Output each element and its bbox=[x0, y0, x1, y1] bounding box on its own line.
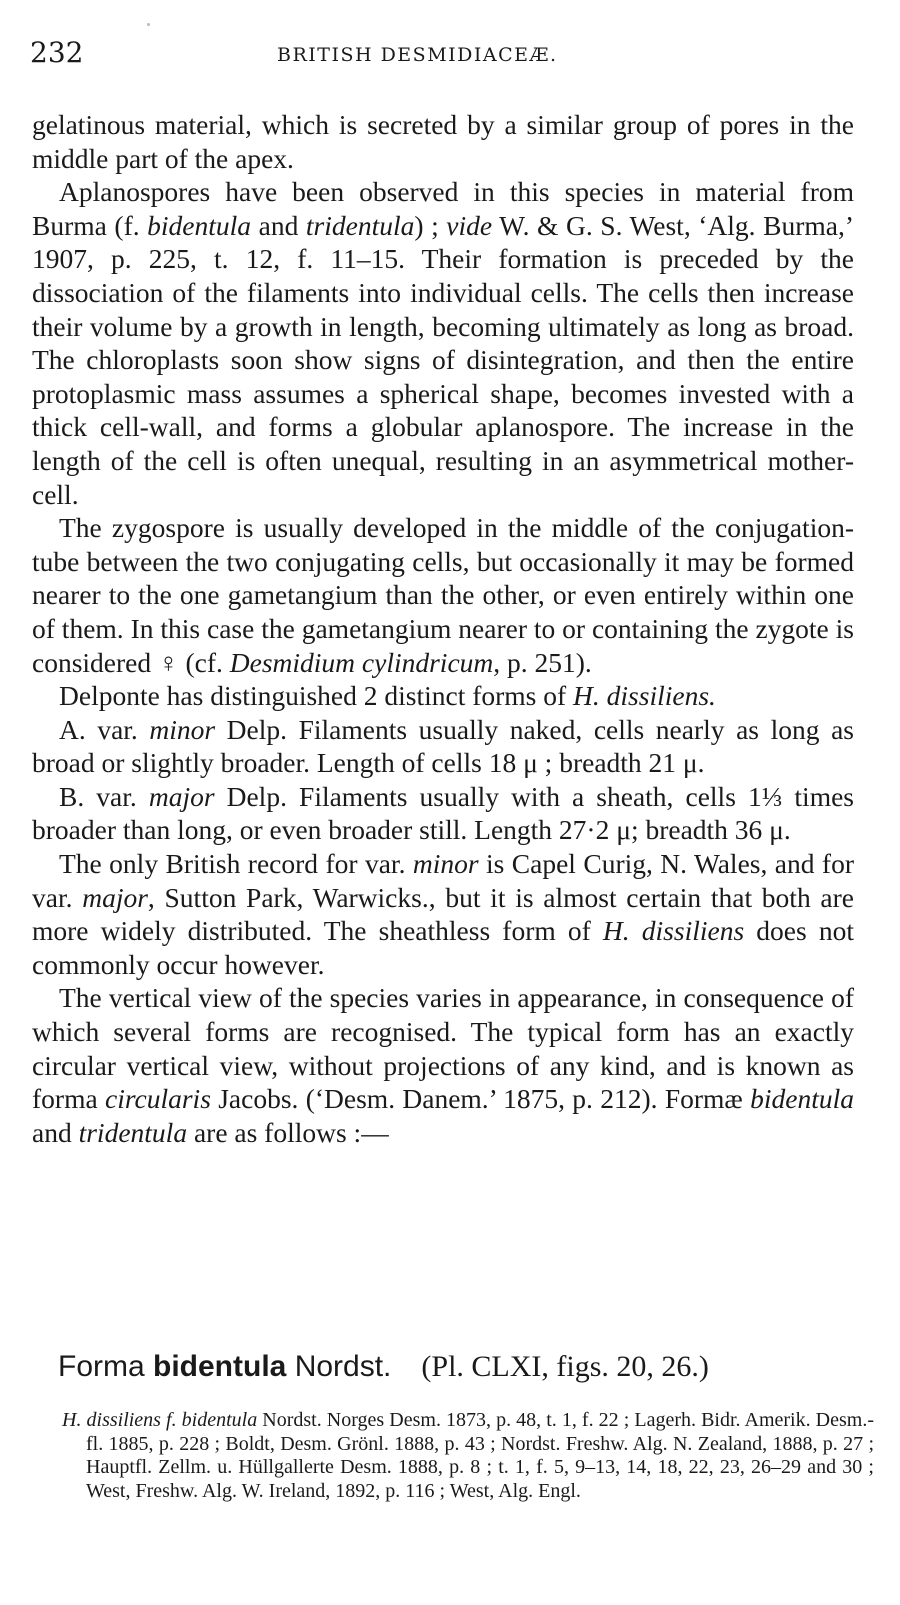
italic-text-run: Desmidium cylindricum bbox=[229, 646, 494, 678]
italic-text-run: H. dissiliens f. bidentula bbox=[62, 1409, 258, 1431]
paragraph bbox=[32, 981, 854, 1149]
text-run: B. var. bbox=[59, 780, 149, 812]
text-run: The zygospore is usually developed in the middle of the conjugation-tube between the two conjugating cells, but occasionally it may be formed nearer to the one gametangium than the other, or even entirely within one of them. In this case the gametangium nearer to or containing the zygote is considered ♀ (cf. bbox=[32, 512, 854, 678]
paragraph bbox=[32, 175, 854, 511]
text-run: Aplanospores have been observed in this species in material from Burma (f. bbox=[32, 176, 854, 241]
text-run: W. & G. S. West, ‘Alg. Burma,’ 1907, p. 225, t. 12, f. 11–15. Their formation is preceded by the dissociation of the filaments into individual cells. The cells then increase their volume by a growth in length, becoming ultimately as long as broad. The chloroplasts soon show signs of disintegration, and then the entire protoplasmic mass assumes a spherical shape, becomes invested with a thick cell-wall, and forms a globular aplanospore. The increase in the length of the cell is often unequal, resulting in an asymmetrical mother-cell. bbox=[32, 209, 854, 510]
text-run: and bbox=[32, 1116, 79, 1148]
italic-text-run: bidentula bbox=[750, 1083, 854, 1115]
text-run: A. var. bbox=[59, 713, 150, 745]
italic-text-run: vide bbox=[446, 209, 493, 241]
text-run: gelatinous material, which is secreted by a similar group of pores in the middle part of the apex. bbox=[32, 109, 854, 174]
italic-text-run: bidentula bbox=[147, 209, 252, 241]
text-run: The only British record for var. bbox=[59, 848, 413, 880]
text-run: Jacobs. (‘Desm. Danem.’ 1875, p. 212). Formæ bbox=[210, 1083, 751, 1115]
italic-text-run: minor bbox=[412, 848, 479, 880]
text-run: does not commonly occur however. bbox=[32, 915, 854, 980]
forma-name: bidentula bbox=[153, 1350, 287, 1383]
paper-speck bbox=[147, 23, 150, 26]
text-run: is Capel Curig, N. Wales, and for var. bbox=[32, 848, 854, 913]
body-text bbox=[32, 108, 854, 1149]
italic-text-run: H. dissiliens. bbox=[573, 680, 716, 712]
forma-prefix: Forma bbox=[58, 1350, 154, 1383]
text-run: Delp. Filaments usually naked, cells nearly as long as broad or slightly broader. Length of cells 18 μ ; breadth 21 μ. bbox=[32, 713, 854, 779]
italic-text-run: tridentula bbox=[305, 209, 415, 241]
text-run: , p. 251). bbox=[493, 646, 592, 678]
paragraph bbox=[32, 713, 854, 780]
paragraph bbox=[32, 780, 854, 847]
paragraph bbox=[32, 108, 854, 175]
paragraph bbox=[32, 511, 854, 679]
italic-text-run: major bbox=[82, 881, 148, 913]
italic-text-run: circularis bbox=[104, 1083, 211, 1115]
text-run: , Sutton Park, Warwicks., but it is almost certain that both are more widely distributed. The sheathless form of bbox=[32, 881, 854, 947]
paragraph bbox=[32, 847, 854, 981]
text-run: are as follows :— bbox=[187, 1116, 389, 1148]
paragraph bbox=[32, 679, 854, 713]
text-run: Nordst. Norges Desm. 1873, p. 48, t. 1, f. 22 ; Lagerh. Bidr. Amerik. Desm.-fl. 1885, p. 228 ; Boldt, Desm. Grönl. 1888, p. 43 ; Nordst. Freshw. Alg. N. Zealand, 1888, p. 27 ; Hauptfl. Zellm. u. Hüllgallerte Desm. 1888, p. 8 ; t. 1, f. 5, 9–13, 14, 18, 22, 23, 26–29 and 30 ; West, Freshw. Alg. W. Ireland, 1892, p. 116 ; West, Alg. Engl. bbox=[86, 1409, 874, 1502]
page-number: 232 bbox=[30, 36, 84, 69]
text-run: ) ; bbox=[414, 209, 447, 241]
forma-author: Nordst. bbox=[286, 1350, 392, 1383]
references-block bbox=[62, 1409, 874, 1503]
text-run: The vertical view of the species varies in appearance, in consequence of which several forms are recognised. The typical form has an exactly circular vertical view, without projections of any kind, and is known as forma bbox=[32, 982, 854, 1115]
italic-text-run: tridentula bbox=[78, 1116, 188, 1148]
text-run: Delp. Filaments usually with a sheath, cells 1⅓ times broader than long, or even broader still. Length 27·2 μ; breadth 36 μ. bbox=[32, 780, 854, 846]
italic-text-run: H. dissiliens bbox=[602, 915, 745, 947]
italic-text-run: major bbox=[148, 780, 215, 812]
running-title: BRITISH DESMIDIACEÆ. bbox=[277, 44, 558, 66]
forma-heading bbox=[58, 1350, 709, 1384]
text-run: and bbox=[251, 209, 306, 241]
italic-text-run: minor bbox=[149, 713, 216, 745]
text-run: Delponte has distinguished 2 distinct forms of bbox=[59, 680, 574, 712]
forma-plate-reference: (Pl. CLXI, figs. 20, 26.) bbox=[421, 1350, 709, 1383]
